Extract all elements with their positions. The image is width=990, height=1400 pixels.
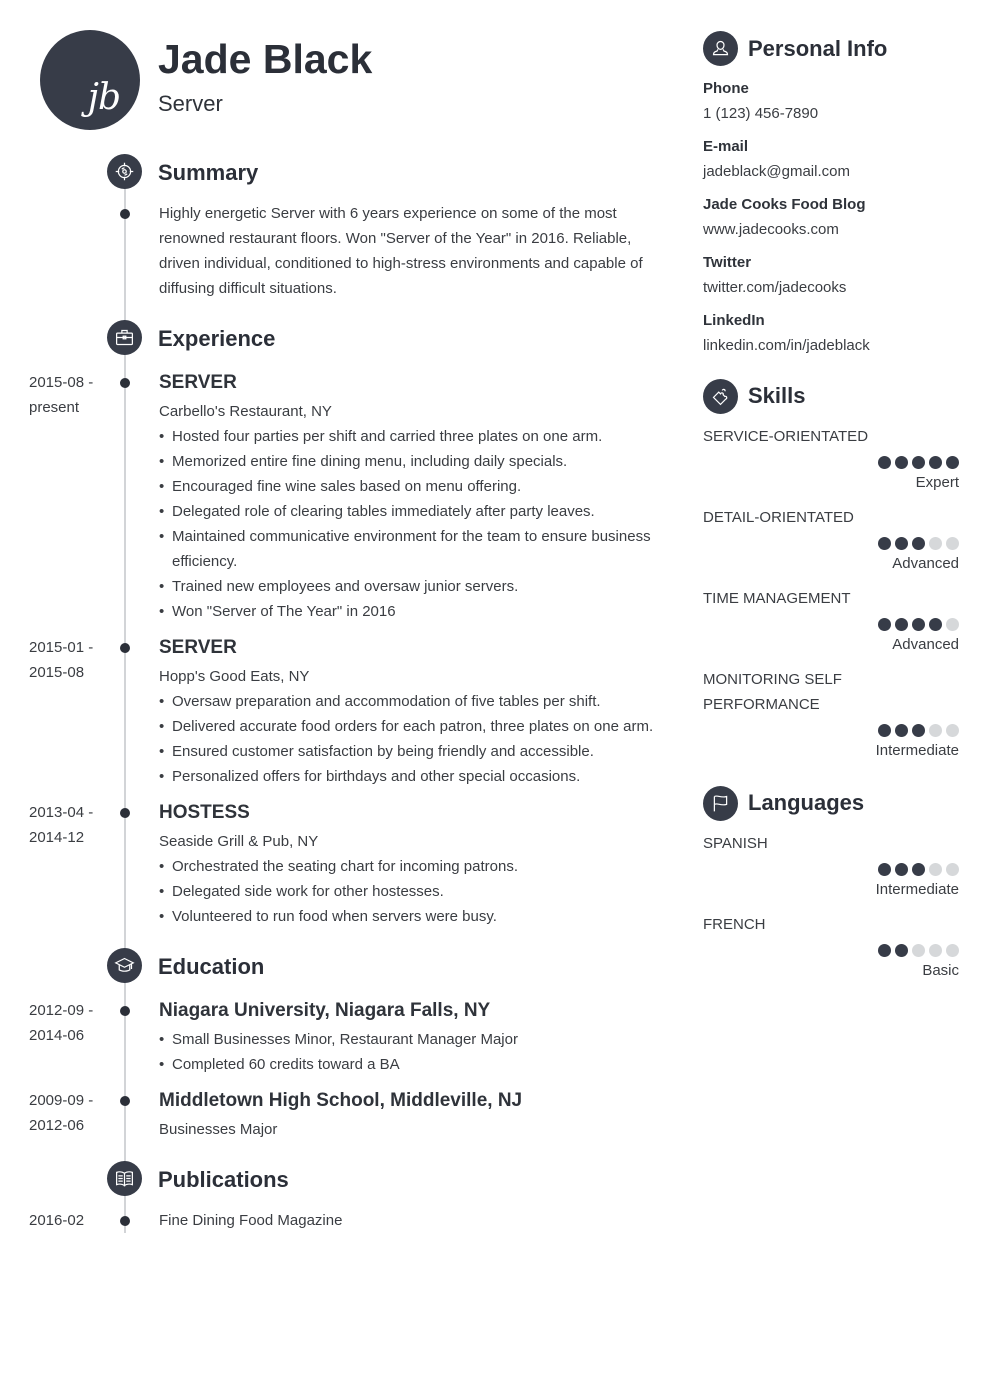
company: Carbello's Restaurant, NY: [159, 403, 332, 420]
skill-item: [703, 505, 959, 576]
date-end: 2012-06: [29, 1117, 85, 1134]
skill-item: [703, 424, 959, 495]
section-title-publications: Publications: [158, 1167, 289, 1192]
language-item: [703, 831, 959, 902]
education-date: [29, 998, 109, 1048]
info-label-twitter: Twitter: [703, 254, 752, 271]
flag-icon: [710, 793, 731, 814]
skill-name: DETAIL-ORIENTATED: [703, 509, 854, 526]
date-start: 2015-01 -: [29, 639, 94, 656]
school-name: Middletown High School, Middleville, NJ: [159, 1090, 523, 1111]
bullet: • Orchestrated the seating chart for incoming patrons.: [159, 854, 659, 879]
bullet: • Trained new employees and oversaw junior servers.: [159, 574, 659, 599]
summary-section-icon: [107, 154, 142, 189]
language-level: Intermediate: [875, 881, 959, 898]
section-title-skills: Skills: [748, 383, 806, 408]
book-icon: [114, 1168, 135, 1189]
language-item: [703, 912, 959, 983]
bullet: • Completed 60 credits toward a BA: [159, 1052, 659, 1077]
bullet-list: [159, 689, 659, 789]
education-detail: Businesses Major: [159, 1121, 278, 1138]
candidate-role: Server: [158, 91, 223, 116]
timeline-dot: [120, 643, 130, 653]
publications-section-icon: [107, 1161, 142, 1196]
user-icon: [710, 38, 731, 59]
education-entry: [159, 998, 659, 1077]
info-value-blog[interactable]: www.jadecooks.com: [703, 221, 839, 238]
info-label-blog: Jade Cooks Food Blog: [703, 196, 866, 213]
company: Hopp's Good Eats, NY: [159, 668, 310, 685]
graduation-cap-icon: [114, 955, 135, 976]
bullet: • Oversaw preparation and accommodation of five tables per shift.: [159, 689, 659, 714]
timeline-dot: [120, 1006, 130, 1016]
experience-entry: [159, 370, 659, 624]
skill-item: [703, 586, 959, 657]
bullet: • Encouraged fine wine sales based on menu offering.: [159, 474, 659, 499]
bullet: • Small Businesses Minor, Restaurant Manager Major: [159, 1027, 659, 1052]
skill-item: [703, 667, 959, 763]
skill-level: Intermediate: [875, 742, 959, 759]
company: Seaside Grill & Pub, NY: [159, 833, 319, 850]
date-start: 2012-09 -: [29, 1002, 94, 1019]
date-start: 2013-04 -: [29, 804, 94, 821]
language-rating: [703, 863, 959, 876]
bullet: • Hosted four parties per shift and carried three plates on one arm.: [159, 424, 659, 449]
experience-section-icon: [107, 320, 142, 355]
language-name: FRENCH: [703, 916, 766, 933]
section-title-summary: Summary: [158, 160, 259, 185]
personal-info-list: [703, 76, 963, 366]
skill-level: Advanced: [892, 555, 959, 572]
skill-rating: [703, 618, 959, 631]
school-name: Niagara University, Niagara Falls, NY: [159, 1000, 491, 1021]
bullet: • Won "Server of The Year" in 2016: [159, 599, 659, 624]
bullet: • Ensured customer satisfaction by being friendly and accessible.: [159, 739, 659, 764]
date-end: 2015-08: [29, 664, 85, 681]
language-name: SPANISH: [703, 835, 768, 852]
skill-rating: [703, 537, 959, 550]
timeline-dot: [120, 1216, 130, 1226]
date-start: 2009-09 -: [29, 1092, 94, 1109]
candidate-name: Jade Black: [158, 36, 373, 82]
skill-level: Advanced: [892, 636, 959, 653]
skill-rating: [703, 456, 959, 469]
info-value-twitter[interactable]: twitter.com/jadecooks: [703, 279, 847, 296]
experience-date: [29, 370, 109, 420]
date-end: 2014-06: [29, 1027, 85, 1044]
monogram-initials: jb: [87, 77, 120, 118]
education-section-icon: [107, 948, 142, 983]
language-level: Basic: [922, 962, 959, 979]
skills-section-icon: [703, 379, 738, 414]
bullet-list: [159, 1027, 659, 1077]
job-title: SERVER: [159, 372, 237, 393]
bullet: • Delegated role of clearing tables immediately after party leaves.: [159, 499, 659, 524]
education-date: [29, 1088, 109, 1138]
experience-entry: [159, 635, 659, 789]
language-rating: [703, 944, 959, 957]
bullet: • Volunteered to run food when servers were busy.: [159, 904, 659, 929]
experience-entry: [159, 800, 659, 929]
skill-name: TIME MANAGEMENT: [703, 590, 851, 607]
puzzle-icon: [710, 386, 731, 407]
timeline-dot: [120, 378, 130, 388]
skill-name: SERVICE-ORIENTATED: [703, 428, 869, 445]
summary-text: Highly energetic Server with 6 years experience on some of the most renowned restaurant floors. Won "Server of the Year" in 2016. Reliable, driven individual, conditioned to high-stress environments and capable of diffusing difficult situations.: [159, 205, 643, 297]
section-title-experience: Experience: [158, 326, 276, 351]
section-title-personal-info: Personal Info: [748, 36, 888, 61]
experience-date: [29, 800, 109, 850]
bullet: • Delivered accurate food orders for each patron, three plates on one arm.: [159, 714, 659, 739]
timeline-dot: [120, 1096, 130, 1106]
info-label-phone: Phone: [703, 80, 749, 97]
publication-date: 2016-02: [29, 1212, 85, 1229]
education-entry: [159, 1088, 659, 1142]
info-label-email: E-mail: [703, 138, 749, 155]
date-start: 2015-08 -: [29, 374, 94, 391]
job-title: SERVER: [159, 637, 237, 658]
job-title: HOSTESS: [159, 802, 250, 823]
info-value-email[interactable]: jadeblack@gmail.com: [703, 163, 850, 180]
experience-date: [29, 635, 109, 685]
skill-name: MONITORING SELF PERFORMANCE: [703, 671, 842, 713]
bullet: • Maintained communicative environment for the team to ensure business efficiency.: [159, 524, 659, 574]
languages-section-icon: [703, 786, 738, 821]
target-icon: [114, 161, 135, 182]
publication-entry: Fine Dining Food Magazine: [159, 1212, 343, 1229]
section-title-languages: Languages: [748, 790, 865, 815]
info-value-linkedin[interactable]: linkedin.com/in/jadeblack: [703, 337, 870, 354]
monogram-avatar: [40, 30, 140, 130]
info-label-linkedin: LinkedIn: [703, 312, 765, 329]
info-value-phone: 1 (123) 456-7890: [703, 105, 819, 122]
bullet: • Personalized offers for birthdays and other special occasions.: [159, 764, 659, 789]
timeline-dot: [120, 808, 130, 818]
bullet-list: [159, 424, 659, 624]
briefcase-icon: [114, 327, 135, 348]
bullet: • Memorized entire fine dining menu, including daily specials.: [159, 449, 659, 474]
personal-info-section-icon: [703, 31, 738, 66]
timeline-dot: [120, 209, 130, 219]
section-title-education: Education: [158, 954, 265, 979]
bullet: • Delegated side work for other hostesses.: [159, 879, 659, 904]
date-end: 2014-12: [29, 829, 85, 846]
date-end: present: [29, 399, 80, 416]
skill-level: Expert: [915, 474, 959, 491]
skill-rating: [703, 724, 959, 737]
bullet-list: [159, 854, 659, 929]
